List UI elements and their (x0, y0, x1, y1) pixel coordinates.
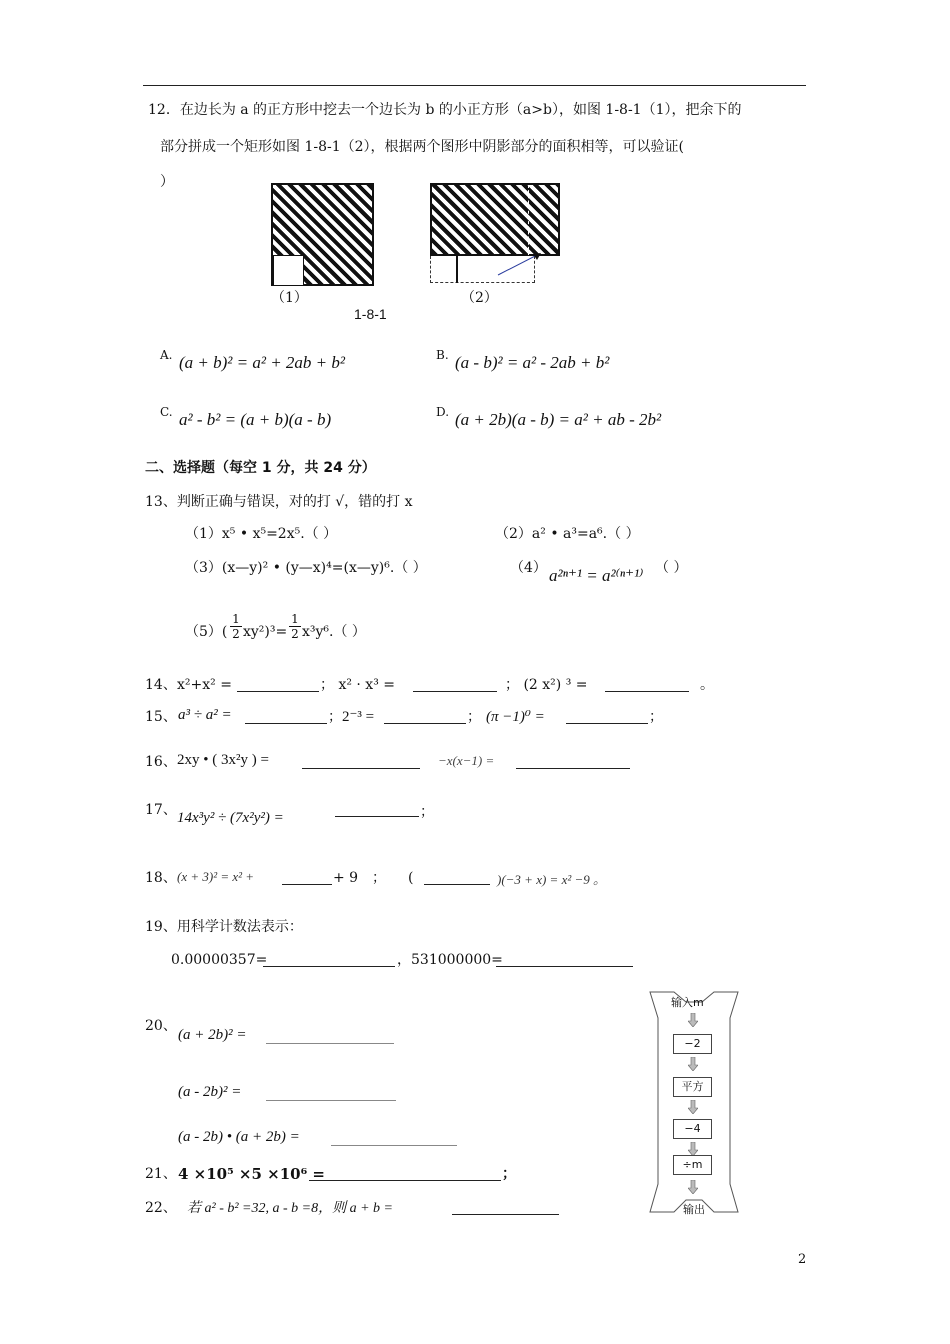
down-arrow-icon (688, 1100, 698, 1114)
q15-b: 2⁻³ = (342, 709, 375, 725)
q17-end: ； (420, 804, 434, 820)
option-b: (a - b)² = a² - 2ab + b² (455, 353, 610, 372)
q14-end: 。 (700, 677, 714, 693)
q18-c: ( (408, 870, 414, 886)
q17-label: 17、 (145, 802, 177, 818)
q21-a: 4 ×10⁵ ×5 ×10⁶ = (178, 1165, 325, 1183)
q14-a: x²+x² = (177, 677, 232, 693)
q16-label: 16、 (145, 754, 177, 770)
option-d-label: D. (436, 405, 450, 419)
frac-den: 2 (232, 627, 240, 641)
q21-label: 21、 (145, 1166, 177, 1182)
q18-label: 18、 (145, 870, 177, 886)
q20-blank-2[interactable] (266, 1086, 396, 1101)
arrow-icon (495, 248, 545, 278)
q18-sep: ； (372, 870, 386, 886)
q13-item5-pre: （5）( (185, 624, 228, 640)
q21-blank[interactable] (309, 1166, 501, 1181)
section-title: 二、选择题（每空 1 分，共 24 分） (145, 460, 376, 476)
q15-blank-3[interactable] (566, 709, 648, 724)
q18-blank-1[interactable] (282, 870, 332, 885)
q15-c: (π −1)⁰ = (486, 709, 545, 725)
flowchart-step-3: −4 (673, 1119, 712, 1139)
q14-blank-3[interactable] (605, 677, 689, 692)
flowchart-output: 输出 (683, 1203, 705, 1216)
q13-item1: （1）x⁵ • x⁵=2x⁵.（ ） (185, 526, 338, 542)
q13-stem: 13、判断正确与错误，对的打 √，错的打 x (145, 494, 413, 510)
down-arrow-icon (688, 1013, 698, 1027)
q18-a: (x + 3)² = x² + (177, 869, 255, 884)
q22-blank[interactable] (452, 1200, 559, 1215)
q17-a: 14x³y² ÷ (7x²y²) = (177, 810, 284, 826)
option-a-label: A. (160, 348, 173, 362)
frac-num: 1 (289, 612, 301, 627)
q21-end: ； (502, 1166, 516, 1182)
q12-line1: 12．在边长为 a 的正方形中挖去一个边长为 b 的小正方形（a>b），如图 1-8-1（1），把余下的 (148, 102, 742, 118)
q19-a: 0.00000357= (171, 952, 268, 968)
q13-item4-label: （4） (510, 560, 547, 576)
top-rule (143, 85, 806, 86)
q13-item4-paren: （ ） (655, 560, 688, 576)
q13-item3: （3）(x—y)² • (y—x)⁴=(x—y)⁶.（ ） (185, 560, 427, 576)
q14-c: ； (2 x²) ³ = (505, 677, 588, 693)
figure-2-rectangle (430, 183, 560, 256)
q14-blank-2[interactable] (413, 677, 497, 692)
option-a: (a + b)² = a² + 2ab + b² (179, 353, 345, 372)
q20-c: (a - 2b) • (a + 2b) = (178, 1129, 300, 1145)
q18-b: + 9 (333, 870, 359, 886)
q15-label: 15、 (145, 709, 177, 725)
q15-blank-2[interactable] (384, 709, 466, 724)
figure-caption: 1-8-1 (354, 306, 387, 322)
figure-2-label: （2） (461, 290, 498, 306)
q20-blank-3[interactable] (331, 1131, 457, 1146)
q16-b: −x(x−1) = (438, 753, 495, 768)
q20-a: (a + 2b)² = (178, 1027, 247, 1043)
figure-1-small-square (273, 255, 304, 286)
q15-sep-3: ； (649, 709, 663, 725)
q13-item2: （2）a² • a³=a⁶.（ ） (495, 526, 640, 542)
flowchart-input: 输入m (671, 996, 704, 1009)
q13-item4: a²ⁿ⁺¹ = a²⁽ⁿ⁺¹⁾ (549, 566, 644, 585)
option-b-label: B. (436, 348, 449, 362)
q19-blank-1[interactable] (263, 952, 395, 967)
flowchart-step-2: 平方 (673, 1077, 712, 1097)
q12-line2: 部分拼成一个矩形如图 1-8-1（2），根据两个图形中阴影部分的面积相等，可以验证( (160, 139, 684, 155)
q20-label: 20、 (145, 1018, 177, 1034)
option-c-label: C. (160, 405, 173, 419)
down-arrow-icon (688, 1180, 698, 1194)
q15-blank-1[interactable] (245, 709, 327, 724)
figure-2-stub (456, 256, 458, 283)
frac-num: 1 (230, 612, 242, 627)
down-arrow-icon (688, 1142, 698, 1156)
q15-sep-2: ； (467, 709, 481, 725)
figure-2-strip-divider (528, 185, 529, 255)
q22-label: 22、 (145, 1200, 177, 1216)
option-d: (a + 2b)(a - b) = a² + ab - 2b² (455, 410, 662, 429)
q13-item5-post: x³y⁶.（ ） (302, 624, 366, 640)
down-arrow-icon (688, 1057, 698, 1071)
q13-item5-mid: xy²)³= (243, 624, 288, 640)
q15-sep-1: ； (328, 709, 342, 725)
q12-line3: ） (160, 174, 174, 190)
page-number: 2 (798, 1252, 807, 1267)
q18-d: )(−3 + x) = x² −9 。 (497, 872, 607, 887)
q20-b: (a - 2b)² = (178, 1084, 242, 1100)
q15-a: a³ ÷ a² = (178, 707, 232, 723)
q19-b: ，531000000= (397, 952, 503, 968)
q16-blank-2[interactable] (516, 754, 630, 769)
q17-blank[interactable] (335, 802, 419, 817)
option-c: a² - b² = (a + b)(a - b) (179, 410, 332, 429)
figure-1-label: （1） (271, 290, 308, 306)
q13-item5-frac1 (230, 612, 242, 641)
flowchart-step-1: −2 (673, 1034, 712, 1054)
q14-label: 14、 (145, 677, 177, 693)
q19-blank-2[interactable] (496, 952, 633, 967)
q13-item5-frac2 (289, 612, 301, 641)
q14-blank-1[interactable] (237, 677, 319, 692)
q16-a: 2xy • ( 3x²y ) = (177, 752, 269, 768)
q22-a: 若 a² - b² =32, a - b =8，则 a + b = (187, 1201, 394, 1216)
q14-b: ； x² · x³ = (320, 677, 395, 693)
flowchart-step-4: ÷m (673, 1155, 712, 1175)
q18-blank-2[interactable] (424, 870, 490, 885)
q16-blank-1[interactable] (302, 754, 420, 769)
q19-label: 19、用科学计数法表示： (145, 919, 303, 935)
frac-den: 2 (291, 627, 299, 641)
q20-blank-1[interactable] (266, 1029, 394, 1044)
